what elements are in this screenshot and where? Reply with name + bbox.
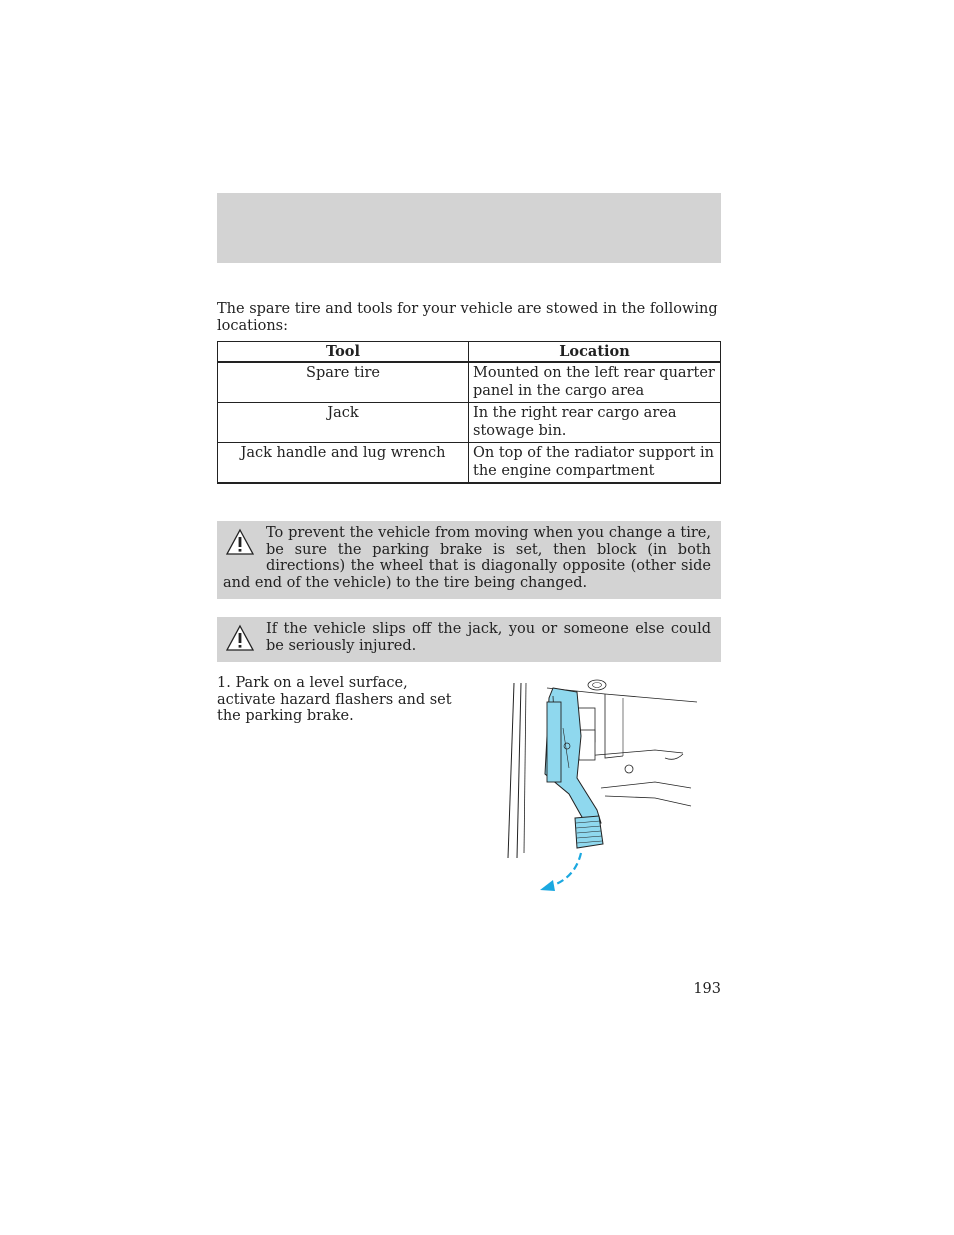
- table-row: [218, 403, 721, 443]
- tool-cell: Jack handle and lug wrench: [218, 443, 469, 484]
- tool-cell: Jack: [218, 403, 469, 443]
- page-number: 193: [693, 981, 721, 997]
- warning-text: To prevent the vehicle from moving when you change a tire, be sure the parking brake is set, then block (in both directions) the wheel that is diagonally opposite (other side and end of the vehicle) to the tire being changed.: [223, 525, 711, 591]
- tools-table: [217, 341, 721, 484]
- step-1-text: 1. Park on a level surface, activate hazard flashers and set the parking brake.: [217, 675, 452, 724]
- tool-cell: Spare tire: [218, 362, 469, 403]
- header-band: [217, 193, 721, 263]
- table-header-row: [218, 342, 721, 363]
- column-header-tool: Tool: [218, 342, 469, 363]
- warning-box-jack-slip: [217, 617, 721, 662]
- location-cell: Mounted on the left rear quarter panel in the cargo area: [469, 362, 721, 403]
- table-row: [218, 362, 721, 403]
- warning-box-prevent-moving: [217, 521, 721, 599]
- warning-text: If the vehicle slips off the jack, you or someone else could be seriously injured.: [266, 621, 711, 654]
- location-cell: On top of the radiator support in the engine compartment: [469, 443, 721, 484]
- location-cell: In the right rear cargo area stowage bin.: [469, 403, 721, 443]
- intro-paragraph: The spare tire and tools for your vehicle are stowed in the following locations:: [217, 301, 718, 334]
- column-header-location: Location: [469, 342, 721, 363]
- parking-brake-pedal-illustration: [505, 678, 700, 898]
- table-row: [218, 443, 721, 484]
